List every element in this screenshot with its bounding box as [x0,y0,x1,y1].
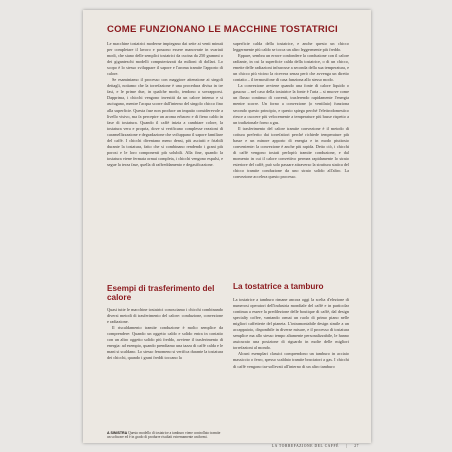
page-title: COME FUNZIONANO LE MACCHINE TOSTATRICI [107,24,338,35]
caption-text: Questo modello di tostatrice a tamburo viene controllato tramite un software ed è in grado di produrre risultati estremamente uniformi. [107,431,221,440]
caption-label: A SINISTRA [107,431,128,435]
section-heading-heat-transfer: Esempi di trasferimento del calore [107,284,215,303]
right-paragraph-4: Il trasferimento del calore tramite convezione è il metodo di cottura preferito dai torrefattori perché richiede temperature più basse e un minore apporto di energia e in modo piuttosto conveniente: la convezione è anche più rapida. Detto ciò, i chicchi di caffè vengono tostati perlopiù tramite conduzione, e dal momento in cui il calore convettivo permea rapidamente lo strato esteriore del caffè, può solo passare attraverso la struttura statica del chicco tramite conduzione da uno strato solido all'altro. La convezione accelera questo processo. [233,125,349,180]
section-heading-drum-roaster: La tostatrice a tamburo [233,282,324,291]
page-footer [233,444,359,448]
book-page [83,10,371,448]
image-caption [107,431,223,440]
drum-roaster-column [233,297,349,440]
intro-column [107,41,223,305]
page-number: 27 [354,444,359,448]
intro-paragraph-2: Se esaminiamo il processo con maggiore attenzione ai singoli dettagli, notiamo che la torrefazione è una procedura divisa in tre fasi, e le prime due, in qualche modo, tendono a sovrapporsi. Dapprima, i chicchi vengono investiti da un calore intenso e si asciugano, mentre l'acqua scorre dall'interno del singolo chicco fino alla superficie. Questa fase non produce un impatto considerevole a livello visivo, ma fa percepire un aroma erbaceo e di fieno caldo in fase di tostatura. Quando il caffè inizia a cambiare colore, la tostatura vera e propria, dove si verificano complesse reazioni di caramellizzazione e degradazione che sviluppano il sapore familiare del caffè. I chicchi diventano meno densi, più asciutti e friabili durante la tostatura, fatto che si combinano rendendo i grani più porosi e le loro componenti più solubili. Alla fine, quando la tostatura viene fermata ormai completa, i chicchi vengono espulsi, e segue la terza fase, quella di raffreddamento e degasificazione. [107,77,223,167]
right-paragraph-1: superficie calda della tostatrice, e anche questo un chicco leggermente più caldo se tocca un altro leggermente più freddo. [233,41,349,53]
right-paragraph-3: La convezione avviene quando una fonte di calore liquido o gassoso – nel caso della tostatrice la fonte è l'aria – si muove come un flusso continuo di correnti, trasferendo rapidamente l'energia mentre scorre. Un forno a convezione (o ventilato) funziona secondo questo principio, e questo spiega perché l'elettrodomestico riesce a cuocere più velocemente a temperature più basse rispetto a un tradizionale forno a gas. [233,83,349,125]
intro-paragraph-1: Le macchine tostatrici moderne impiegano dai sette ai venti minuti per completare il lavoro e possono essere manovrate in svariati modi, che siano delle semplici tostatrici da cucina da 250 grammi o dei giganteschi modelli computerizzati da milioni di dollari. Lo scopo è lo stesso sviluppare il sapore e l'aroma tramite l'apporto di calore. [107,41,223,77]
footer-separator: | [345,444,348,448]
heat-transfer-paragraph-1: Quasi tutte le macchine tostatrici conosciamo i chicchi combinando diversi metodi di trasferimento del calore: conduzione, convezione e radiazione. [107,307,223,325]
drum-roaster-paragraph-2: Alcuni esemplari classici comprendono un tamburo in acciaio massiccio o ferro, spesso scaldato tramite bruciatori a gas. I chicchi di caffè vengono tra-sollevati all'interno di un altro tamburo [233,351,349,369]
right-column-top [233,41,349,266]
right-paragraph-2: Eppure, sembra un errore confondere la conduzione con il calore radiante, in cui la superficie calda della tostatrice, o di un chicco, emette delle radiazioni infrarosse a seconda della sua temperatura, e un chicco più vicino la ricevera senza però che avvenga un diretto contatto – il termosifone di casa funziona allo stesso modo. [233,53,349,83]
heat-transfer-column [107,307,223,427]
heat-transfer-paragraph-2: Il riscaldamento tramite conduzione è molto semplice da comprendere: Quando un oggetto caldo e solido entra in contatto con un altro oggetto solido più freddo, avviene il trasferimento di energia: ad esempio, quando prendiamo una tazza di caffè calda e le mani si scaldano. Lo stesso fenomeno si verifica durante la tostatura dei chicchi, quando i grani freddi toccano la [107,325,224,361]
running-title: LA TORREFAZIONE DEL CAFFÈ [271,444,339,448]
drum-roaster-paragraph-1: La tostatrice a tamburo rimane ancora oggi la scelta d'elezione di numerosi operatori dell'industria mondiale del caffè e in particolar continua a essere la predilezione delle boutique di caffè, dal design specialty coffee, vantando ormai un ruolo di primo piano nelle migliori caffetterie del pianeta. L'intramontabile design simile a un accappatoio, disponibile in diverse misure, e il processo di tostatura semplice ma allo stesso tempo altamente personalizzabile, le hanno assicurato una posizione di riguardo in molte delle migliori torrefazioni al mondo. [233,297,349,351]
